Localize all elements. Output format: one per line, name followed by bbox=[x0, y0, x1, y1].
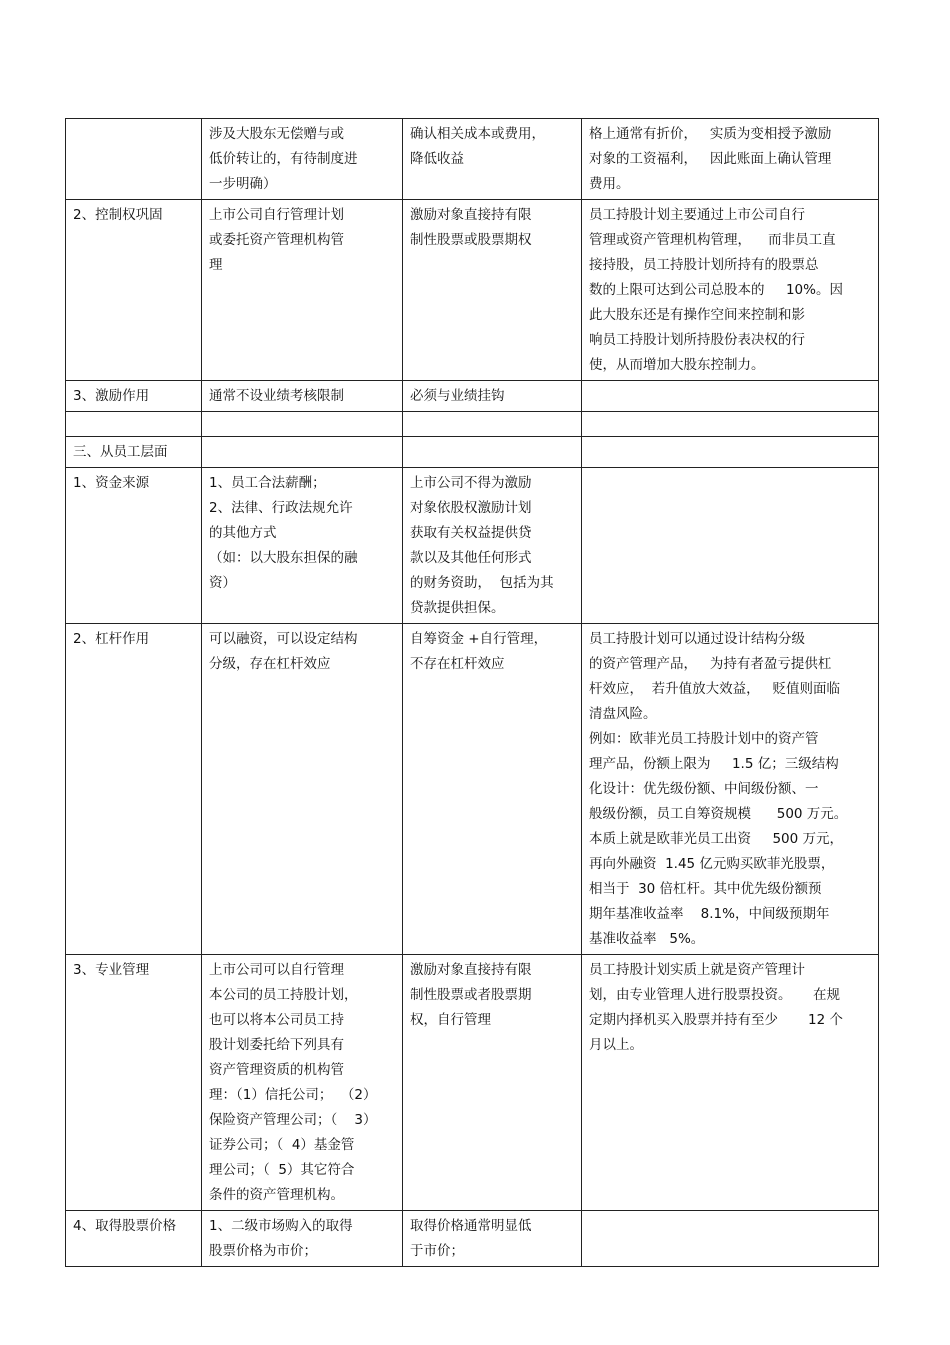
cell-text-line: 自筹资金 +自行管理， bbox=[410, 631, 548, 647]
cell-text-line: 再向外融资 1.45 亿元购买欧菲光股票， bbox=[589, 856, 835, 872]
cell-text-line: 制性股票或股票期权 bbox=[410, 232, 532, 248]
cell-text-line: 制性股票或者股票期 bbox=[410, 987, 532, 1003]
category-label-text: 3、激励作用 bbox=[73, 388, 150, 404]
cell-text-line: 资产管理资质的机构管 bbox=[209, 1062, 344, 1078]
cell-text-line: 条件的资产管理机构。 bbox=[209, 1187, 344, 1203]
cell-equity-incentive bbox=[403, 437, 582, 468]
cell-text-line: 此大股东还是有操作空间来控制和影 bbox=[589, 307, 805, 323]
cell-text-line: 定期内择机买入股票并持有至少 12 个 bbox=[589, 1012, 844, 1028]
cell-equity-incentive bbox=[403, 119, 582, 200]
cell-text-line: 一步明确） bbox=[209, 176, 277, 192]
table-row bbox=[66, 437, 879, 468]
table-row bbox=[66, 1211, 879, 1267]
cell-employee-stock-plan bbox=[202, 437, 403, 468]
cell-text-line: 1、二级市场购入的取得 bbox=[209, 1218, 353, 1234]
cell-equity-incentive bbox=[403, 200, 582, 381]
cell-text-line: 激励对象直接持有限 bbox=[410, 207, 532, 223]
cell-equity-incentive bbox=[403, 412, 582, 437]
cell-text-line: 对象的工资福利， 因此账面上确认管理 bbox=[589, 151, 832, 167]
cell-text-line: 确认相关成本或费用， bbox=[410, 126, 545, 142]
cell-text-line: 杆效应， 若升值放大效益， 贬值则面临 bbox=[589, 681, 840, 697]
cell-employee-stock-plan bbox=[202, 119, 403, 200]
cell-text-line: 权，自行管理 bbox=[410, 1012, 491, 1028]
cell-text-line: 使，从而增加大股东控制力。 bbox=[589, 357, 765, 373]
table-row bbox=[66, 200, 879, 381]
cell-text-line: 或委托资产管理机构管 bbox=[209, 232, 344, 248]
category-label-text: 2、杠杆作用 bbox=[73, 631, 150, 647]
cell-text-line: 例如：欧菲光员工持股计划中的资产管 bbox=[589, 731, 819, 747]
cell-text-line: 也可以将本公司员工持 bbox=[209, 1012, 344, 1028]
cell-employee-stock-plan bbox=[202, 381, 403, 412]
cell-text-line: 般级份额，员工自筹资规模 500 万元。 bbox=[589, 806, 848, 822]
cell-employee-stock-plan bbox=[202, 200, 403, 381]
cell-remarks bbox=[582, 468, 879, 624]
table-body bbox=[66, 119, 879, 1267]
cell-text-line: 资） bbox=[209, 575, 236, 591]
cell-text-line: 理 bbox=[209, 257, 223, 273]
cell-equity-incentive bbox=[403, 955, 582, 1211]
cell-text-line: 上市公司可以自行管理 bbox=[209, 962, 344, 978]
cell-text-line: 激励对象直接持有限 bbox=[410, 962, 532, 978]
cell-text-line: 本公司的员工持股计划， bbox=[209, 987, 358, 1003]
cell-employee-stock-plan bbox=[202, 468, 403, 624]
cell-text-line: 涉及大股东无偿赠与或 bbox=[209, 126, 344, 142]
cell-text-line: 格上通常有折价， 实质为变相授予激励 bbox=[589, 126, 832, 142]
cell-category-label bbox=[66, 381, 202, 412]
cell-employee-stock-plan bbox=[202, 1211, 403, 1267]
category-label-text: 三、从员工层面 bbox=[73, 444, 168, 460]
cell-text-line: 上市公司自行管理计划 bbox=[209, 207, 344, 223]
cell-text-line: 通常不设业绩考核限制 bbox=[209, 388, 344, 404]
cell-equity-incentive bbox=[403, 468, 582, 624]
cell-remarks bbox=[582, 1211, 879, 1267]
cell-text-line: 必须与业绩挂钩 bbox=[410, 388, 505, 404]
cell-text-line: 响员工持股计划所持股份表决权的行 bbox=[589, 332, 805, 348]
cell-category-label bbox=[66, 468, 202, 624]
cell-category-label bbox=[66, 955, 202, 1211]
cell-text-line: 低价转让的，有待制度进 bbox=[209, 151, 358, 167]
cell-text-line: 贷款提供担保。 bbox=[410, 600, 505, 616]
cell-text-line: 员工持股计划实质上就是资产管理计 bbox=[589, 962, 805, 978]
cell-remarks bbox=[582, 119, 879, 200]
cell-text-line: 股计划委托给下列具有 bbox=[209, 1037, 344, 1053]
cell-text-line: 相当于 30 倍杠杆。其中优先级份额预 bbox=[589, 881, 822, 897]
table-row bbox=[66, 381, 879, 412]
cell-text-line: 上市公司不得为激励 bbox=[410, 475, 532, 491]
cell-text-line: 获取有关权益提供贷 bbox=[410, 525, 532, 541]
cell-text-line: 股票价格为市价； bbox=[209, 1243, 317, 1259]
table-row bbox=[66, 624, 879, 955]
table-row bbox=[66, 955, 879, 1211]
cell-text-line: 的其他方式 bbox=[209, 525, 277, 541]
category-label-text: 2、控制权巩固 bbox=[73, 207, 163, 223]
cell-category-label bbox=[66, 624, 202, 955]
cell-text-line: 管理或资产管理机构管理， 而非员工直 bbox=[589, 232, 836, 248]
cell-text-line: 理产品，份额上限为 1.5 亿；三级结构 bbox=[589, 756, 839, 772]
cell-text-line: 1、员工合法薪酬； bbox=[209, 475, 326, 491]
table-row bbox=[66, 412, 879, 437]
category-label-text: 4、取得股票价格 bbox=[73, 1218, 177, 1234]
cell-category-label bbox=[66, 119, 202, 200]
cell-text-line: 分级，存在杠杆效应 bbox=[209, 656, 331, 672]
cell-text-line: 取得价格通常明显低 bbox=[410, 1218, 532, 1234]
cell-remarks bbox=[582, 412, 879, 437]
cell-text-line: 理：（1）信托公司； （2） bbox=[209, 1087, 377, 1103]
cell-text-line: 保险资产管理公司；（ 3） bbox=[209, 1112, 377, 1128]
cell-equity-incentive bbox=[403, 1211, 582, 1267]
cell-text-line: 数的上限可达到公司总股本的 10%。因 bbox=[589, 282, 843, 298]
cell-text-line: 基准收益率 5%。 bbox=[589, 931, 705, 947]
cell-text-line: 可以融资，可以设定结构 bbox=[209, 631, 358, 647]
cell-text-line: 员工持股计划主要通过上市公司自行 bbox=[589, 207, 805, 223]
cell-category-label bbox=[66, 200, 202, 381]
cell-remarks bbox=[582, 437, 879, 468]
cell-employee-stock-plan bbox=[202, 412, 403, 437]
cell-text-line: 款以及其他任何形式 bbox=[410, 550, 532, 566]
cell-text-line: 清盘风险。 bbox=[589, 706, 657, 722]
cell-equity-incentive bbox=[403, 624, 582, 955]
cell-employee-stock-plan bbox=[202, 624, 403, 955]
cell-category-label bbox=[66, 412, 202, 437]
cell-remarks bbox=[582, 955, 879, 1211]
category-label-text: 3、专业管理 bbox=[73, 962, 150, 978]
cell-remarks bbox=[582, 381, 879, 412]
cell-category-label bbox=[66, 437, 202, 468]
cell-text-line: 期年基准收益率 8.1%，中间级预期年 bbox=[589, 906, 830, 922]
cell-text-line: 员工持股计划可以通过设计结构分级 bbox=[589, 631, 805, 647]
cell-remarks bbox=[582, 200, 879, 381]
cell-text-line: 不存在杠杆效应 bbox=[410, 656, 505, 672]
cell-text-line: 证券公司；（ 4）基金管 bbox=[209, 1137, 355, 1153]
cell-text-line: 月以上。 bbox=[589, 1037, 643, 1053]
cell-text-line: 的资产管理产品， 为持有者盈亏提供杠 bbox=[589, 656, 832, 672]
cell-text-line: 降低收益 bbox=[410, 151, 464, 167]
cell-text-line: 对象依股权激励计划 bbox=[410, 500, 532, 516]
cell-text-line: 理公司；（ 5）其它符合 bbox=[209, 1162, 355, 1178]
cell-text-line: 的财务资助， 包括为其 bbox=[410, 575, 554, 591]
cell-text-line: 本质上就是欧菲光员工出资 500 万元， bbox=[589, 831, 844, 847]
cell-remarks bbox=[582, 624, 879, 955]
comparison-table bbox=[65, 118, 879, 1267]
category-label-text: 1、资金来源 bbox=[73, 475, 150, 491]
table-row bbox=[66, 119, 879, 200]
cell-text-line: 划，由专业管理人进行股票投资。 在规 bbox=[589, 987, 840, 1003]
cell-equity-incentive bbox=[403, 381, 582, 412]
cell-text-line: 接持股，员工持股计划所持有的股票总 bbox=[589, 257, 819, 273]
cell-category-label bbox=[66, 1211, 202, 1267]
cell-text-line: 费用。 bbox=[589, 176, 630, 192]
table-row bbox=[66, 468, 879, 624]
cell-text-line: 化设计：优先级份额、中间级份额、一 bbox=[589, 781, 819, 797]
cell-text-line: 于市价； bbox=[410, 1243, 464, 1259]
cell-employee-stock-plan bbox=[202, 955, 403, 1211]
cell-text-line: 2、法律、行政法规允许 bbox=[209, 500, 353, 516]
cell-text-line: （如：以大股东担保的融 bbox=[209, 550, 358, 566]
